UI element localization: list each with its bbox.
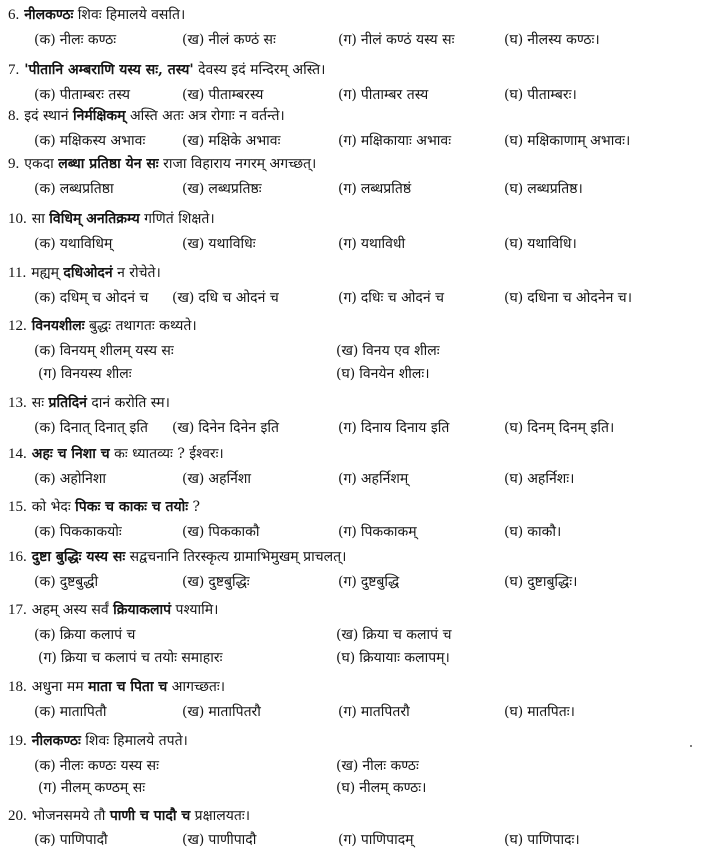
option-label: (क) — [34, 524, 56, 540]
option-label: (घ) — [504, 832, 524, 848]
option-text: दधि च ओदनं च — [198, 290, 279, 306]
option-text: यथाविधि। — [527, 236, 577, 252]
question-number: 11. — [8, 265, 27, 281]
stem-text: राजा विहाराय नगरम् अगच्छत्। — [158, 156, 317, 172]
option-gha[interactable] — [504, 571, 577, 593]
option-ga[interactable] — [338, 468, 408, 490]
option-text: लब्धप्रतिष्ठा — [59, 181, 114, 197]
option-text: मातापितरौ — [208, 704, 261, 720]
option-label: (क) — [34, 574, 56, 590]
stem-text: गणितं शिक्षते। — [139, 211, 215, 227]
stem-highlight: विनयशीलः — [31, 318, 85, 334]
option-kha[interactable] — [182, 233, 256, 255]
option-label: (क) — [34, 133, 56, 149]
option-kha[interactable] — [182, 178, 262, 200]
option-kha[interactable] — [182, 29, 276, 51]
option-gha[interactable] — [504, 287, 632, 309]
option-text: मातपितरौ — [360, 704, 410, 720]
question-stem — [8, 443, 224, 465]
question-stem — [8, 315, 197, 337]
option-text: पाणिपादः। — [527, 832, 580, 848]
question-number: 14. — [8, 446, 27, 462]
option-ga[interactable] — [338, 701, 410, 723]
question-number: 13. — [8, 395, 27, 411]
option-gha[interactable] — [504, 130, 630, 152]
stem-text-pre: भोजनसमये तौ — [31, 808, 110, 824]
stem-text: प्रक्षालयतः। — [190, 808, 251, 824]
question-stem — [8, 208, 215, 230]
option-text: क्रिया च कलापं च तयोः समाहारः — [60, 650, 223, 666]
stem-highlight: अहः च निशा च — [31, 446, 110, 462]
option-label: (ग) — [38, 366, 57, 382]
option-label: (क) — [34, 32, 56, 48]
question-stem — [8, 105, 285, 127]
option-label: (ग) — [338, 420, 357, 436]
stem-text: देवस्य इदं मन्दिरम् अस्ति। — [193, 62, 326, 78]
option-ka[interactable] — [34, 829, 108, 851]
option-gha[interactable] — [504, 468, 574, 490]
option-label: (क) — [34, 832, 56, 848]
stem-text: शिवः हिमालये तपते। — [80, 733, 188, 749]
option-ka[interactable] — [34, 340, 174, 362]
option-text: लब्धप्रतिष्ठः — [208, 181, 262, 197]
option-text: अहर्निशा — [208, 471, 252, 487]
option-gha[interactable] — [504, 521, 561, 543]
stem-text-pre: को भेदः — [31, 499, 76, 515]
stem-text-pre: इदं स्थानं — [24, 108, 73, 124]
option-ka[interactable] — [34, 571, 98, 593]
question-stem — [8, 599, 218, 621]
option-label: (ग) — [338, 290, 357, 306]
option-text: पाणीपादौ — [208, 832, 257, 848]
option-label: (ग) — [338, 32, 357, 48]
option-text: मातपितः। — [527, 704, 575, 720]
option-label: (घ) — [504, 574, 524, 590]
stem-highlight: माता च पिता च — [88, 679, 168, 695]
question-number: 9. — [8, 156, 20, 172]
option-label: (घ) — [504, 133, 524, 149]
option-label: (ग) — [338, 181, 357, 197]
option-kha[interactable] — [336, 624, 451, 646]
stem-highlight: नीलकण्ठः — [31, 733, 81, 749]
option-text: पिककाकयोः — [59, 524, 122, 540]
option-text: विनयम् शीलम् यस्य सः — [59, 343, 174, 359]
option-text: नीलं कण्ठं यस्य सः — [360, 32, 455, 48]
option-label: (घ) — [336, 780, 356, 796]
stem-text: आगच्छतः। — [167, 679, 226, 695]
question-stem — [8, 496, 200, 518]
option-label: (ख) — [172, 290, 195, 306]
option-ka[interactable] — [34, 701, 106, 723]
option-kha[interactable] — [182, 521, 259, 543]
option-text: यथाविधी — [360, 236, 406, 252]
option-text: क्रिया च कलापं च — [362, 627, 452, 643]
option-label: (ख) — [172, 420, 195, 436]
option-ga[interactable] — [338, 84, 428, 106]
option-label: (क) — [34, 704, 56, 720]
option-text: क्रिया कलापं च — [59, 627, 136, 643]
option-kha[interactable] — [182, 130, 280, 152]
option-kha[interactable] — [182, 701, 261, 723]
option-ka[interactable] — [34, 287, 148, 309]
stem-text: ? — [188, 499, 201, 515]
question-number: 6. — [8, 7, 20, 23]
option-text: नीलः कण्ठः — [59, 32, 117, 48]
option-text: दुष्टाबुद्धिः। — [527, 574, 578, 590]
option-text: पीताम्बरस्य — [208, 87, 264, 103]
option-kha[interactable] — [182, 571, 250, 593]
option-label: (घ) — [504, 32, 524, 48]
option-label: (ग) — [38, 650, 57, 666]
option-label: (ग) — [338, 133, 357, 149]
question-stem — [8, 59, 325, 81]
option-gha[interactable] — [336, 363, 430, 385]
option-ga[interactable] — [338, 287, 444, 309]
option-ka[interactable] — [34, 130, 145, 152]
option-label: (घ) — [504, 524, 524, 540]
option-text: दिनाय दिनाय इति — [360, 420, 450, 436]
option-label: (ग) — [338, 236, 357, 252]
option-ga[interactable] — [38, 647, 222, 669]
option-kha[interactable] — [336, 755, 419, 777]
option-label: (घ) — [336, 650, 356, 666]
option-kha[interactable] — [182, 468, 251, 490]
option-kha[interactable] — [172, 287, 279, 309]
question-stem — [8, 546, 346, 568]
option-text: अहोनिशा — [59, 471, 106, 487]
option-label: (ग) — [338, 574, 357, 590]
option-ga[interactable] — [338, 29, 454, 51]
stem-highlight: पाणी च पादौ च — [109, 808, 191, 824]
option-ka[interactable] — [34, 624, 135, 646]
option-label: (ग) — [338, 832, 357, 848]
option-label: (ख) — [182, 471, 205, 487]
option-gha[interactable] — [336, 647, 450, 669]
option-text: यथाविधिः — [208, 236, 256, 252]
option-ka[interactable] — [34, 233, 112, 255]
option-ga[interactable] — [338, 233, 405, 255]
question-number: 8. — [8, 108, 20, 124]
option-gha[interactable] — [504, 701, 575, 723]
stem-highlight: प्रतिदिनं — [48, 395, 87, 411]
option-text: नीलं कण्ठं सः — [208, 32, 276, 48]
option-label: (क) — [34, 290, 56, 306]
option-gha[interactable] — [336, 777, 426, 799]
option-text: दिनात् दिनात् इति — [59, 420, 148, 436]
option-kha[interactable] — [182, 829, 256, 851]
option-text: नीलः कण्ठः — [362, 758, 419, 774]
option-text: पिककाकम् — [360, 524, 417, 540]
option-text: दधिः च ओदनं च — [360, 290, 444, 306]
option-text: दुष्टबुद्धि — [360, 574, 400, 590]
option-ka[interactable] — [34, 755, 159, 777]
option-text: पीताम्बरः तस्य — [59, 87, 130, 103]
question-number: 20. — [8, 808, 27, 824]
stem-text: सद्वचनानि तिरस्कृत्य ग्रामाभिमुखम् प्राचलत्। — [125, 549, 347, 565]
option-ka[interactable] — [34, 29, 116, 51]
option-ga[interactable] — [338, 571, 399, 593]
option-text: पाणिपादम् — [360, 832, 414, 848]
option-text: दुष्टबुद्धी — [59, 574, 99, 590]
option-text: यथाविधिम् — [59, 236, 113, 252]
option-label: (ग) — [338, 471, 357, 487]
question-number: 12. — [8, 318, 27, 334]
stem-text: अस्ति अतः अत्र रोगाः न वर्तन्ते। — [125, 108, 285, 124]
option-label: (घ) — [504, 236, 524, 252]
stem-text: दानं करोति स्म। — [86, 395, 170, 411]
option-text: मातापितौ — [59, 704, 107, 720]
stem-text: कः ध्यातव्यः ? ईश्वरः। — [109, 446, 224, 462]
option-gha[interactable] — [504, 84, 577, 106]
option-gha[interactable] — [504, 29, 600, 51]
stem-highlight: निर्मक्षिकम् — [72, 108, 126, 124]
stem-highlight: विधिम् अनतिक्रम्य — [49, 211, 140, 227]
stem-highlight: दुष्टा बुद्धिः यस्य सः — [31, 549, 126, 565]
option-text: दिनम् दिनम् इति। — [527, 420, 615, 436]
option-label: (क) — [34, 236, 56, 252]
option-text: काकौ। — [527, 524, 562, 540]
option-label: (क) — [34, 343, 56, 359]
option-label: (ख) — [336, 627, 359, 643]
option-label: (घ) — [504, 290, 524, 306]
stem-text: बुद्धः तथागतः कथ्यते। — [84, 318, 197, 334]
option-label: (घ) — [504, 704, 524, 720]
option-ka[interactable] — [34, 468, 106, 490]
question-number: 18. — [8, 679, 27, 695]
stem-text: शिवः हिमालये वसति। — [73, 7, 186, 23]
option-label: (क) — [34, 420, 56, 436]
option-text: मक्षिकस्य अभावः — [59, 133, 146, 149]
option-label: (घ) — [336, 366, 356, 382]
option-label: (ग) — [338, 524, 357, 540]
question-number: 7. — [8, 62, 20, 78]
stem-text-pre: सा — [31, 211, 50, 227]
stem-highlight: पिकः च काकः च तयोः — [75, 499, 189, 515]
option-text: विनयेन शीलः। — [359, 366, 430, 382]
option-text: पिककाकौ — [208, 524, 260, 540]
question-stem — [8, 392, 170, 414]
option-ga[interactable] — [338, 521, 417, 543]
option-label: (घ) — [504, 471, 524, 487]
option-label: (ख) — [182, 236, 205, 252]
option-ga[interactable] — [338, 178, 411, 200]
option-ga[interactable] — [38, 777, 145, 799]
option-label: (ख) — [182, 133, 205, 149]
option-label: (क) — [34, 87, 56, 103]
option-label: (ख) — [182, 704, 205, 720]
option-text: दुष्टबुद्धिः — [208, 574, 250, 590]
option-label: (ख) — [182, 32, 205, 48]
option-text: नीलम् कण्ठः। — [359, 780, 427, 796]
option-text: पाणिपादौ — [59, 832, 108, 848]
option-text: दधिना च ओदनेन च। — [527, 290, 633, 306]
option-text: क्रियायाः कलापम्। — [359, 650, 450, 666]
stem-highlight: नीलकण्ठः — [24, 7, 74, 23]
option-text: नीलस्य कण्ठः। — [527, 32, 600, 48]
option-text: नीलम् कण्ठम् सः — [60, 780, 146, 796]
option-label: (ख) — [182, 181, 205, 197]
option-label: (ख) — [182, 832, 205, 848]
stem-highlight: दधिओदनं — [63, 265, 113, 281]
question-stem — [8, 805, 250, 827]
option-label: (ग) — [338, 87, 357, 103]
option-text: लब्धप्रतिष्ठ। — [527, 181, 583, 197]
option-ka[interactable] — [34, 178, 114, 200]
option-label: (ख) — [336, 758, 359, 774]
option-ga[interactable] — [338, 829, 414, 851]
question-number: 10. — [8, 211, 27, 227]
option-text: विनय एव शीलः — [362, 343, 440, 359]
stem-text-pre: सः — [31, 395, 49, 411]
option-text: मक्षिकाणाम् अभावः। — [527, 133, 631, 149]
option-label: (ख) — [182, 524, 205, 540]
option-text: पीताम्बरः। — [527, 87, 577, 103]
option-ka[interactable] — [34, 417, 148, 439]
question-stem — [8, 153, 316, 175]
option-text: अहर्निशः। — [527, 471, 575, 487]
stem-text: पश्यामि। — [171, 602, 219, 618]
question-number: 15. — [8, 499, 27, 515]
question-number: 16. — [8, 549, 27, 565]
question-stem — [8, 262, 161, 284]
question-stem — [8, 676, 225, 698]
option-gha[interactable] — [504, 417, 614, 439]
option-label: (क) — [34, 471, 56, 487]
option-text: दिनेन दिनेन इति — [198, 420, 279, 436]
option-kha[interactable] — [182, 84, 263, 106]
option-label: (ख) — [182, 87, 205, 103]
option-label: (क) — [34, 181, 56, 197]
option-label: (घ) — [504, 87, 524, 103]
question-stem — [8, 4, 185, 26]
option-ga[interactable] — [38, 363, 132, 385]
option-gha[interactable] — [504, 829, 580, 851]
option-text: अहर्निशम् — [360, 471, 409, 487]
option-ka[interactable] — [34, 84, 130, 106]
option-ga[interactable] — [338, 417, 449, 439]
option-label: (क) — [34, 758, 56, 774]
option-text: मक्षिके अभावः — [208, 133, 281, 149]
question-stem — [8, 730, 188, 752]
option-kha[interactable] — [336, 340, 440, 362]
option-text: पीताम्बर तस्य — [360, 87, 429, 103]
scan-speck — [690, 745, 692, 747]
option-label: (ख) — [182, 574, 205, 590]
option-gha[interactable] — [504, 233, 577, 255]
option-label: (ख) — [336, 343, 359, 359]
option-text: विनयस्य शीलः — [60, 366, 132, 382]
option-text: नीलः कण्ठः यस्य सः — [59, 758, 159, 774]
question-number: 17. — [8, 602, 27, 618]
stem-text-pre: अधुना मम — [31, 679, 89, 695]
option-label: (घ) — [504, 420, 524, 436]
option-text: लब्धप्रतिष्ठं — [360, 181, 412, 197]
option-ka[interactable] — [34, 521, 122, 543]
stem-text-pre: अहम् अस्य सर्वं — [31, 602, 114, 618]
stem-text-pre: मह्यम् — [31, 265, 64, 281]
option-gha[interactable] — [504, 178, 583, 200]
option-label: (क) — [34, 627, 56, 643]
option-text: मक्षिकायाः अभावः — [360, 133, 452, 149]
stem-highlight: 'पीतानि अम्बराणि यस्य सः, तस्य' — [24, 62, 194, 78]
option-ga[interactable] — [338, 130, 451, 152]
stem-highlight: क्रियाकलापं — [113, 602, 172, 618]
question-number: 19. — [8, 733, 27, 749]
option-text: दधिम् च ओदनं च — [59, 290, 149, 306]
option-label: (ग) — [338, 704, 357, 720]
option-label: (घ) — [504, 181, 524, 197]
stem-highlight: लब्धा प्रतिष्ठा येन सः — [58, 156, 159, 172]
stem-text-pre: एकदा — [24, 156, 59, 172]
option-label: (ग) — [38, 780, 57, 796]
stem-text: न रोचेते। — [112, 265, 161, 281]
option-kha[interactable] — [172, 417, 279, 439]
